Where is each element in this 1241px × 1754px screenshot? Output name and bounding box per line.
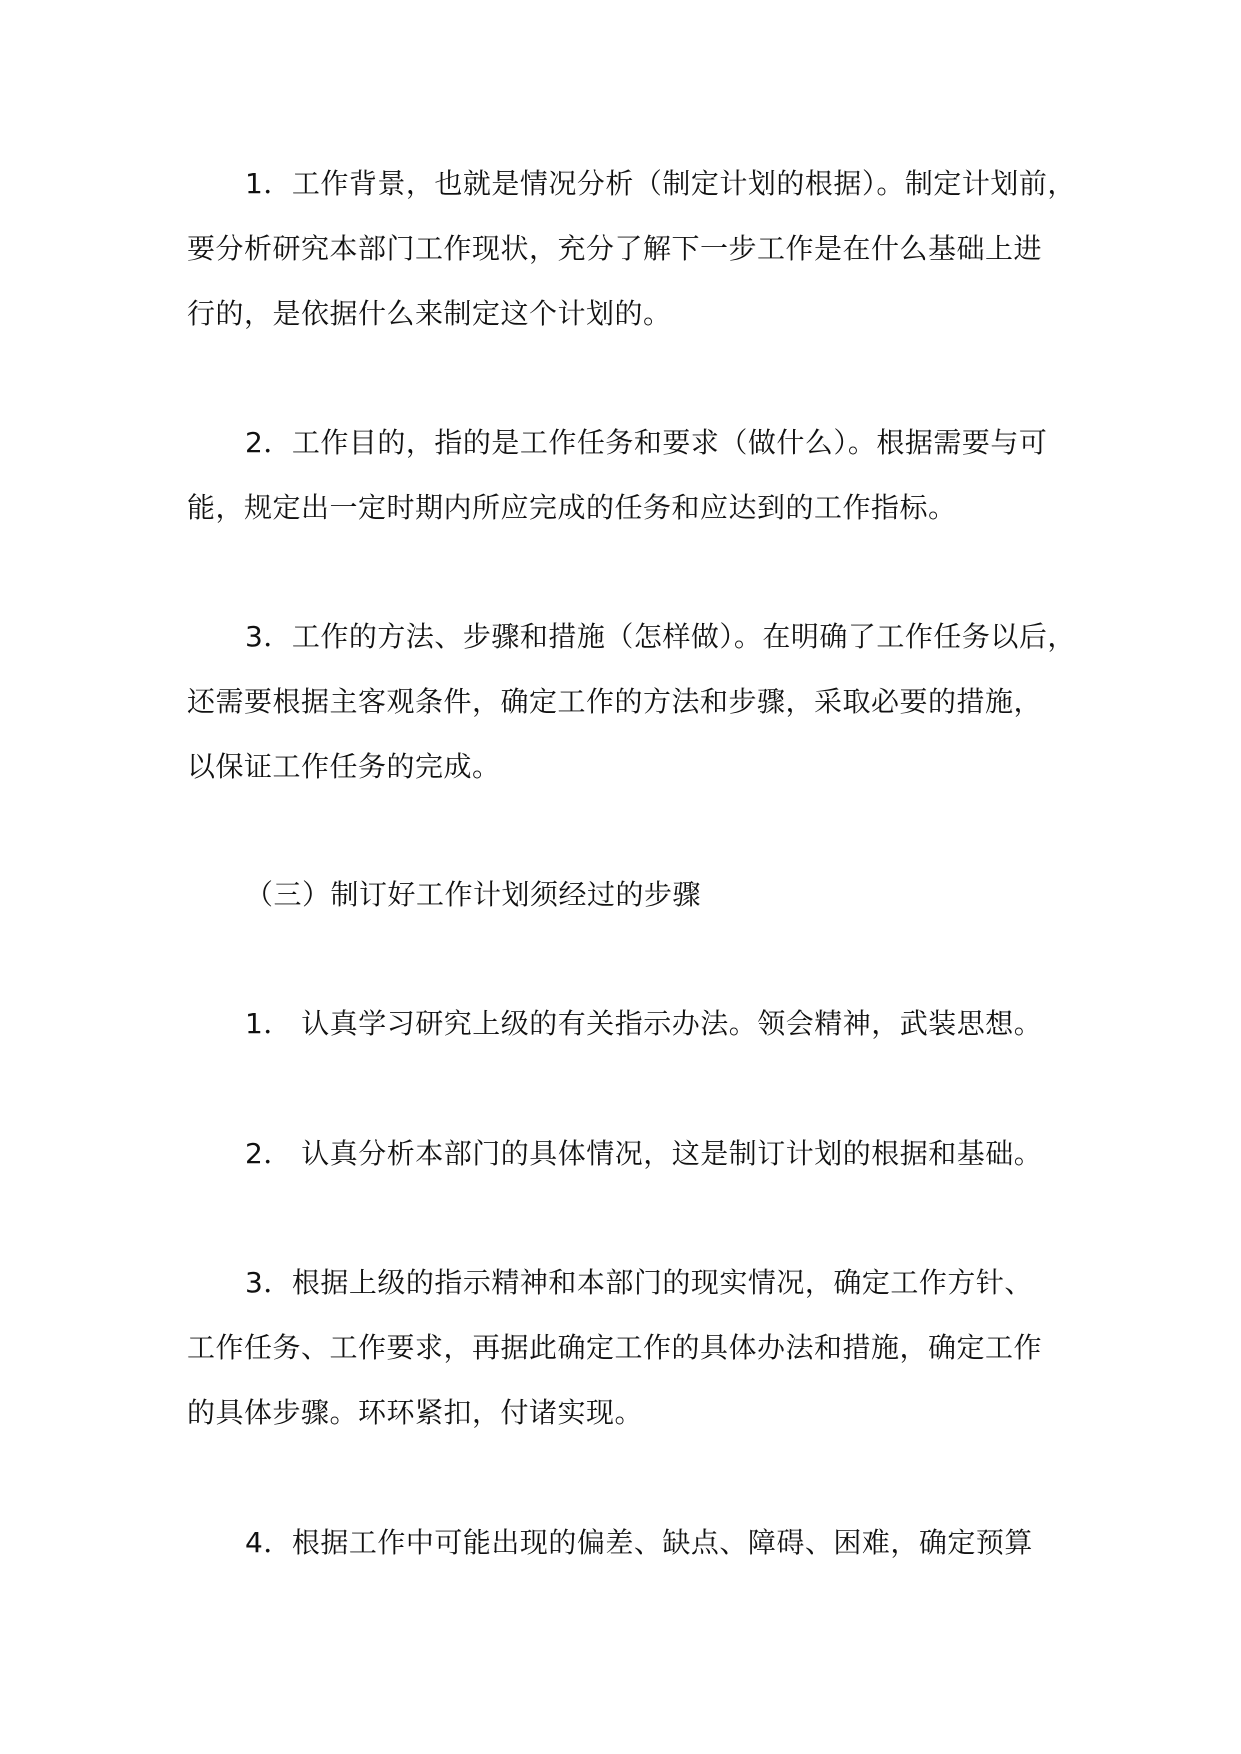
step-4-line-1: 4．根据工作中可能出现的偏差、缺点、障碍、困难，确定预算 <box>245 1526 1033 1559</box>
paragraph-1-line-2: 要分析研究本部门工作现状，充分了解下一步工作是在什么基础上进 <box>187 232 1043 265</box>
step-3-line-2: 工作任务、工作要求，再据此确定工作的具体办法和措施，确定工作 <box>187 1331 1043 1364</box>
paragraph-2-line-2: 能，规定出一定时期内所应完成的任务和应达到的工作指标。 <box>187 491 957 524</box>
step-2-line-1: 2． 认真分析本部门的具体情况，这是制订计划的根据和基础。 <box>245 1137 1043 1170</box>
paragraph-3-line-2: 还需要根据主客观条件，确定工作的方法和步骤，采取必要的措施， <box>187 685 1043 718</box>
paragraph-1-line-3: 行的，是依据什么来制定这个计划的。 <box>187 297 672 330</box>
step-3-line-3: 的具体步骤。环环紧扣，付诸实现。 <box>187 1396 644 1429</box>
section-heading: （三）制订好工作计划须经过的步骤 <box>245 878 702 911</box>
paragraph-3-line-1: 3．工作的方法、步骤和措施（怎样做）。在明确了工作任务以后， <box>245 620 1076 653</box>
step-1-line-1: 1． 认真学习研究上级的有关指示办法。领会精神，武装思想。 <box>245 1007 1043 1040</box>
paragraph-1-line-1: 1．工作背景，也就是情况分析（制定计划的根据）。制定计划前， <box>245 167 1076 200</box>
paragraph-3-line-3: 以保证工作任务的完成。 <box>187 750 501 783</box>
paragraph-2-line-1: 2．工作目的，指的是工作任务和要求（做什么）。根据需要与可 <box>245 426 1048 459</box>
step-3-line-1: 3．根据上级的指示精神和本部门的现实情况，确定工作方针、 <box>245 1266 1033 1299</box>
